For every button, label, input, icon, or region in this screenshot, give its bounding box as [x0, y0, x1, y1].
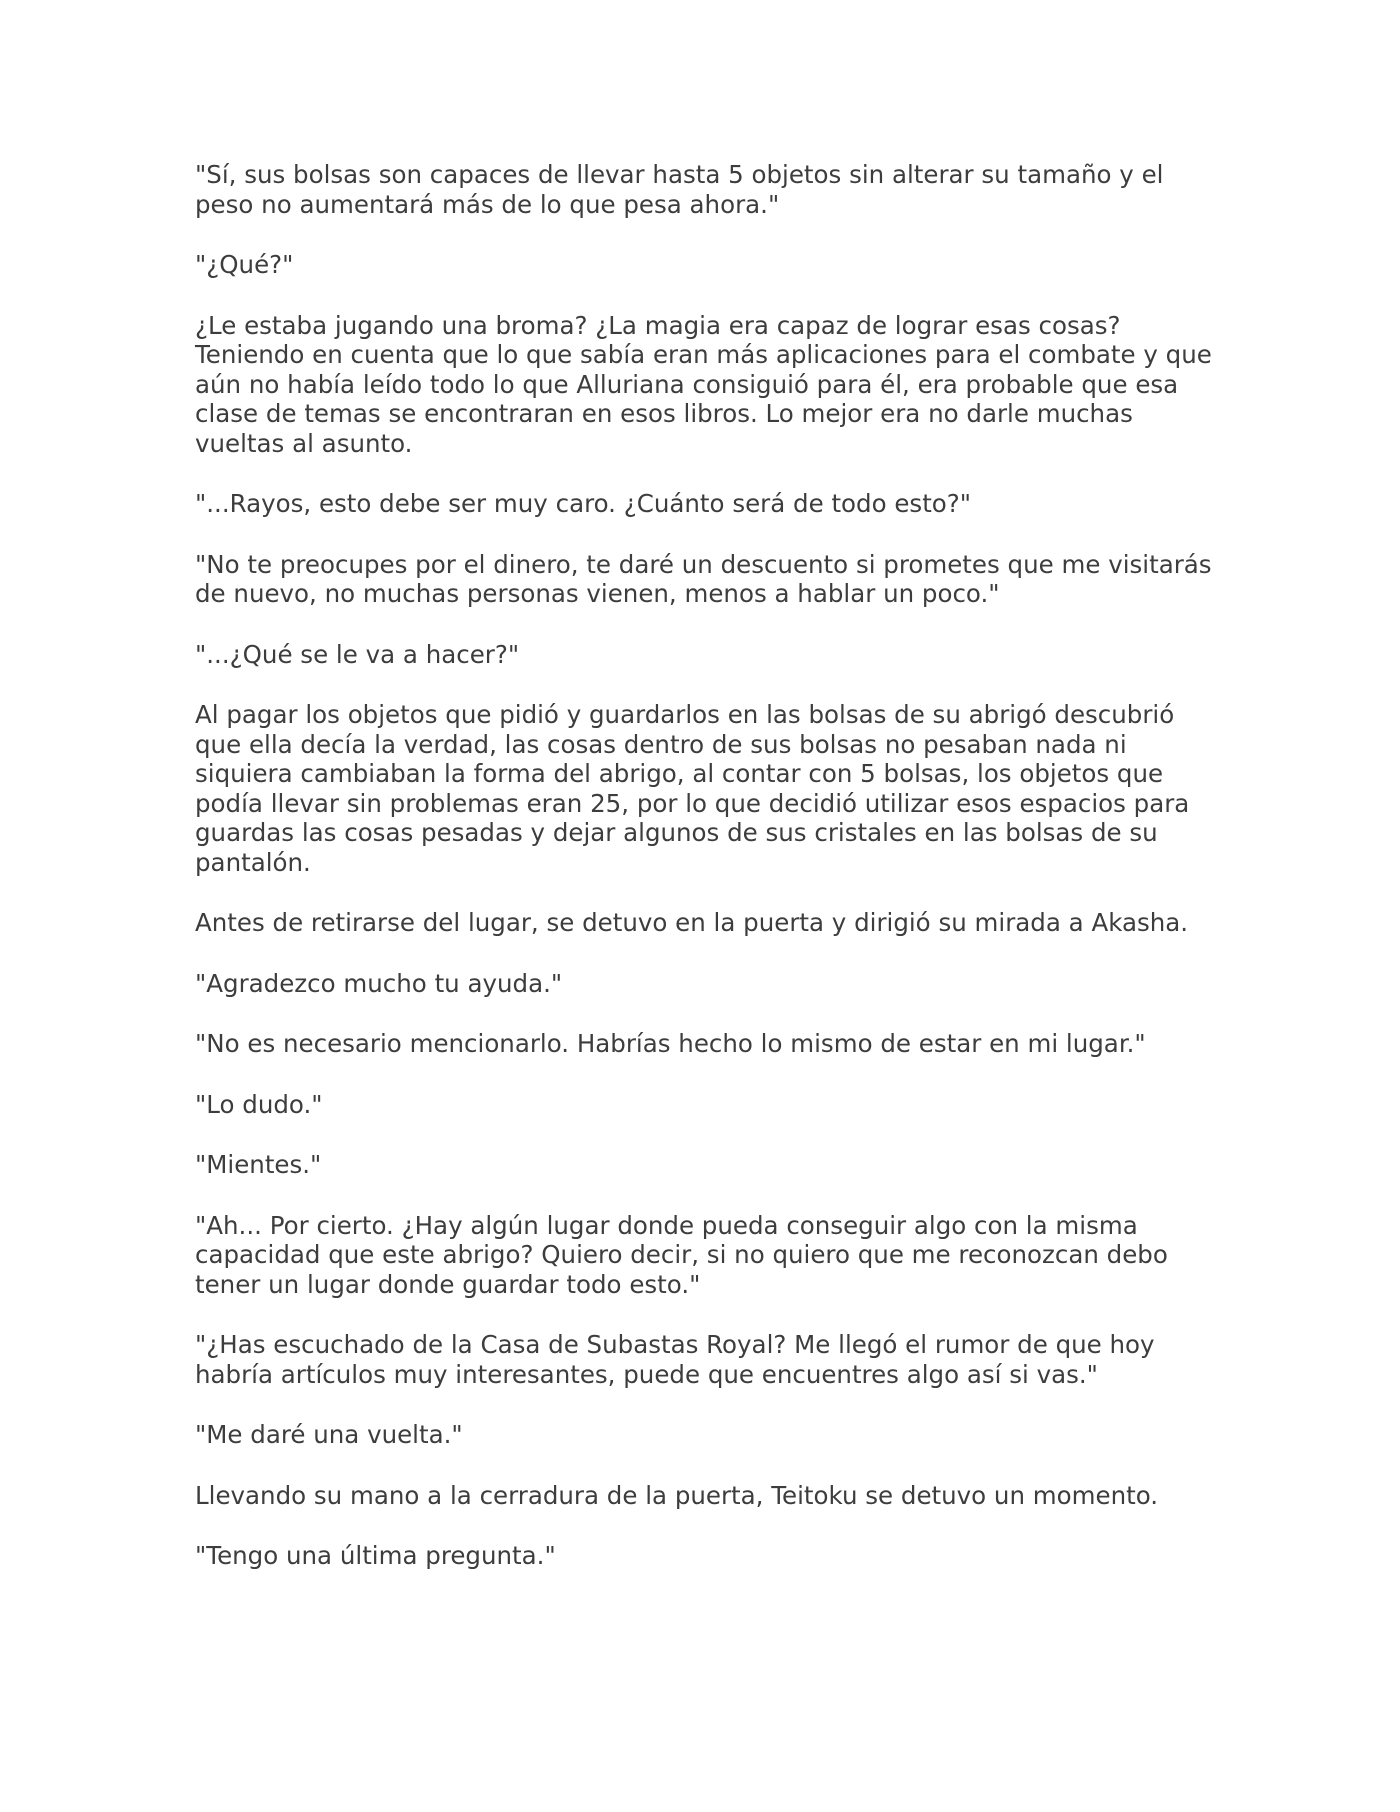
paragraph: "Ah... Por cierto. ¿Hay algún lugar donde pueda conseguir algo con la misma capacidad que este abrigo? Quiero decir, si no quiero que me reconozcan debo tener un lugar donde guardar todo esto." — [195, 1210, 1168, 1299]
paragraph: "¿Qué?" — [195, 250, 294, 279]
paragraph: "Lo dudo." — [195, 1089, 323, 1119]
paragraph: "No es necesario mencionarlo. Habrías hecho lo mismo de estar en mi lugar." — [195, 1029, 1146, 1058]
paragraph: Antes de retirarse del lugar, se detuvo en la puerta y dirigió su mirada a Akasha. — [195, 908, 1189, 937]
paragraph: "Tengo una última pregunta." — [195, 1541, 556, 1570]
paragraph: "¿Has escuchado de la Casa de Subastas Royal? Me llegó el rumor de que hoy habría artículos muy interesantes, puede que encuentres algo así si vas." — [195, 1330, 1155, 1389]
paragraph: "Agradezco mucho tu ayuda." — [195, 968, 563, 998]
paragraph: Llevando su mano a la cerradura de la puerta, Teitoku se detuvo un momento. — [195, 1480, 1159, 1510]
paragraph: "Mientes." — [195, 1150, 322, 1179]
document-page — [195, 160, 1215, 1602]
paragraph: "Sí, sus bolsas son capaces de llevar hasta 5 objetos sin alterar su tamaño y el peso no aumentará más de lo que pesa ahora." — [195, 160, 1164, 219]
paragraph: "No te preocupes por el dinero, te daré un descuento si prometes que me visitarás de nuevo, no muchas personas vienen, menos a hablar un poco." — [195, 549, 1212, 608]
paragraph: Al pagar los objetos que pidió y guardarlos en las bolsas de su abrigó descubrió que ella decía la verdad, las cosas dentro de sus bolsas no pesaban nada ni siquiera cambiaban la forma del abrigo, al contar con 5 bolsas, los objetos que podía llevar sin problemas eran 25, por lo que decidió utilizar esos espacios para guardas las cosas pesadas y dejar algunos de sus cristales en las bolsas de su pantalón. — [195, 700, 1190, 877]
paragraph: ¿Le estaba jugando una broma? ¿La magia era capaz de lograr esas cosas? Teniendo en cuenta que lo que sabía eran más aplicaciones para el combate y que aún no había leído todo lo que Alluriana consiguió para él, era probable que esa clase de temas se encontraran en esos libros. Lo mejor era no darle muchas vueltas al asunto. — [195, 310, 1212, 458]
paragraph: "...Rayos, esto debe ser muy caro. ¿Cuánto será de todo esto?" — [195, 489, 972, 518]
paragraph: "Me daré una vuelta." — [195, 1420, 463, 1449]
paragraph: "...¿Qué se le va a hacer?" — [195, 639, 520, 669]
